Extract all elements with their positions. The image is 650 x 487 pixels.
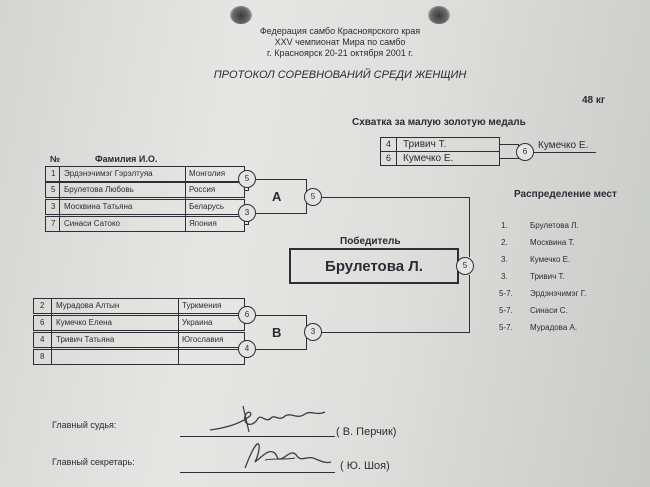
- bracket-line: [500, 158, 518, 159]
- table-row: [33, 315, 245, 331]
- small-gold-winner-circle: 6: [516, 143, 534, 161]
- place-number: 5-7.: [499, 289, 513, 298]
- bracket-line: [322, 197, 469, 198]
- row-number: 5: [51, 185, 56, 194]
- bracket-line: [256, 213, 306, 214]
- place-number: 3.: [501, 272, 508, 281]
- row-name: Москвина Татьяна: [64, 202, 133, 211]
- small-gold-divider: [396, 137, 397, 166]
- place-name: Брулетова Л.: [530, 221, 579, 230]
- row-number: 2: [40, 301, 45, 310]
- small-gold-row: [380, 151, 500, 166]
- header-line-2: XXV чемпионат Мира по самбо: [274, 37, 406, 47]
- secretary-signature: [235, 438, 335, 472]
- pool-b-bout2-circle: 4: [238, 340, 256, 358]
- column-divider: [178, 298, 179, 365]
- bracket-line: [256, 179, 306, 180]
- pool-a-winner-circle: 5: [304, 188, 322, 206]
- row-number: 6: [40, 318, 45, 327]
- signature-line: [180, 436, 335, 437]
- row-number: 4: [40, 335, 45, 344]
- small-gold-row: [380, 137, 500, 152]
- row-number: 1: [51, 169, 56, 178]
- pool-b-label: В: [272, 325, 282, 340]
- place-name: Москвина Т.: [530, 238, 575, 247]
- table-row: [45, 199, 245, 215]
- bracket-line: [256, 349, 306, 350]
- judge-signature: [205, 402, 335, 436]
- row-country: Япония: [189, 219, 217, 228]
- column-divider: [51, 298, 52, 365]
- place-name: Кумечко Е.: [530, 255, 571, 264]
- table-row: [33, 298, 245, 314]
- small-gold-title: Схватка за малую золотую медаль: [352, 117, 526, 128]
- signature-line: [180, 472, 335, 473]
- binder-hole: [428, 6, 450, 24]
- column-number: №: [50, 154, 61, 164]
- place-number: 2.: [501, 238, 508, 247]
- row-country: Россия: [189, 185, 216, 194]
- column-divider: [59, 166, 60, 232]
- small-gold-name: Тривич Т.: [403, 139, 447, 150]
- bracket-line: [469, 197, 470, 257]
- bracket-line: [500, 144, 518, 145]
- place-name: Синаси С.: [530, 306, 568, 315]
- row-country: Югославия: [182, 335, 224, 344]
- place-number: 1.: [501, 221, 508, 230]
- row-name: Тривич Татьяна: [56, 335, 115, 344]
- row-name: Кумечко Елена: [56, 318, 113, 327]
- row-name: Эрдэнэчимэг Гэрэлтуяа: [64, 169, 153, 178]
- place-number: 5-7.: [499, 306, 513, 315]
- secretary-label: Главный секретарь:: [52, 457, 135, 467]
- row-country: Монголия: [189, 169, 226, 178]
- row-name: Синаси Сатоко: [64, 219, 121, 228]
- table-row: [33, 349, 245, 365]
- header-line-1: Федерация самбо Красноярского края: [259, 26, 421, 36]
- final-winner-circle: 5: [456, 257, 474, 275]
- small-gold-name: Кумечко Е.: [403, 153, 454, 164]
- row-name: Брулетова Любовь: [64, 185, 134, 194]
- place-name: Эрдэнэчимэг Г.: [530, 289, 587, 298]
- row-number: 3: [51, 202, 56, 211]
- judge-label: Главный судья:: [52, 420, 117, 430]
- row-country: Беларусь: [189, 202, 224, 211]
- pool-a-bout2-circle: 3: [238, 204, 256, 222]
- page-title: ПРОТОКОЛ СОРЕВНОВАНИЙ СРЕДИ ЖЕНЩИН: [213, 69, 467, 81]
- bracket-line: [469, 275, 470, 333]
- small-gold-num: 4: [386, 139, 392, 149]
- place-number: 5-7.: [499, 323, 513, 332]
- header-line-3: г. Красноярск 20-21 октября 2001 г.: [267, 48, 413, 58]
- binder-hole: [230, 6, 252, 24]
- column-name: Фамилия И.О.: [95, 154, 158, 164]
- column-divider: [185, 166, 186, 232]
- weight-class: 48 кг: [582, 95, 606, 106]
- pool-b-winner-circle: 3: [304, 323, 322, 341]
- row-country: Туркмения: [182, 301, 222, 310]
- row-country: Украина: [182, 318, 213, 327]
- row-name: Мурадова Алтын: [56, 301, 120, 310]
- judge-name: ( В. Перчик): [336, 426, 397, 438]
- secretary-name: ( Ю. Шоя): [340, 460, 390, 472]
- bracket-line: [534, 152, 596, 153]
- place-name: Тривич Т.: [530, 272, 565, 281]
- small-gold-winner: Кумечко Е.: [538, 140, 589, 151]
- bracket-line: [322, 332, 469, 333]
- row-number: 7: [51, 219, 56, 228]
- bracket-line: [256, 315, 306, 316]
- pool-a-label: А: [272, 189, 282, 204]
- place-name: Мурадова А.: [530, 323, 578, 332]
- winner-name: Брулетова Л.: [325, 258, 423, 275]
- winner-label: Победитель: [340, 236, 401, 247]
- pool-b-bout1-circle: 6: [238, 306, 256, 324]
- table-row: [33, 332, 245, 348]
- place-number: 3.: [501, 255, 508, 264]
- table-row: [45, 182, 245, 198]
- row-number: 8: [40, 352, 45, 361]
- pool-a-bout1-circle: 5: [238, 170, 256, 188]
- table-row: [45, 166, 245, 182]
- table-row: [45, 216, 245, 232]
- places-title: Распределение мест: [514, 189, 617, 200]
- small-gold-num: 6: [386, 153, 392, 163]
